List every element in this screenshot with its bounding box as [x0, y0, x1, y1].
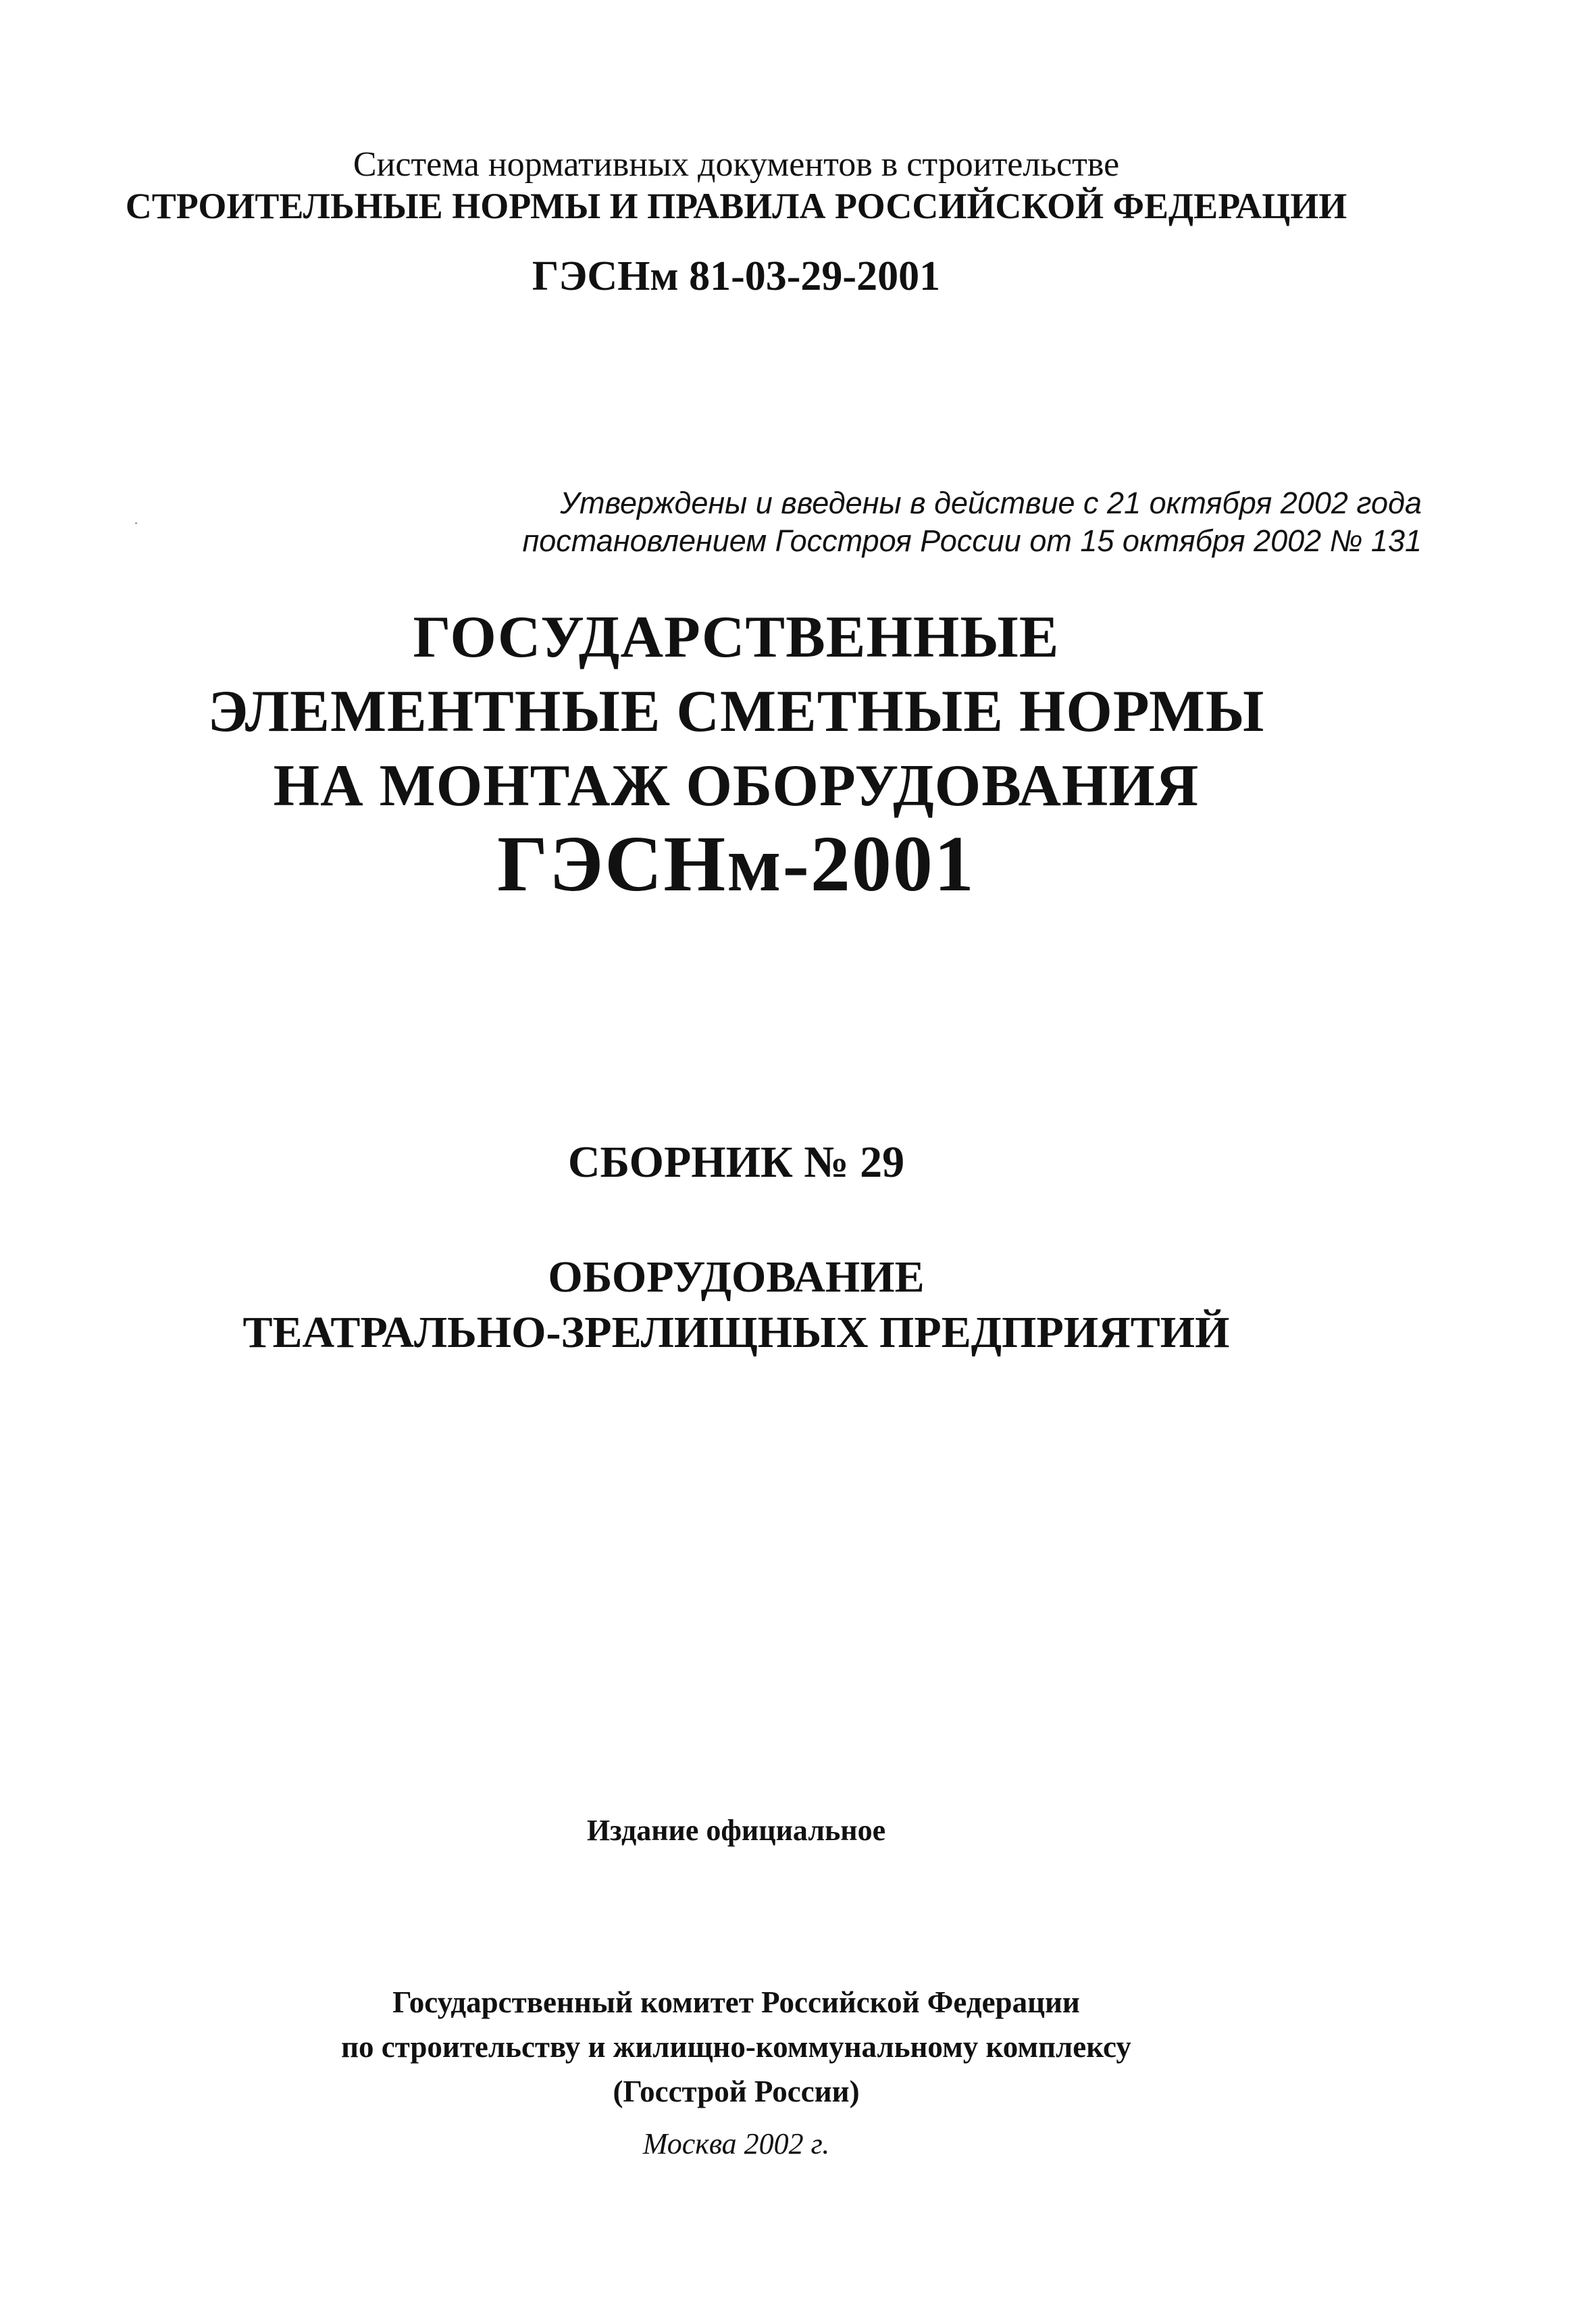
document-series: Система нормативных документов в строительстве — [353, 145, 1120, 184]
scan-speck — [135, 522, 137, 524]
collection-name-line-2: ТЕАТРАЛЬНО-ЗРЕЛИЩНЫХ ПРЕДПРИЯТИЙ — [242, 1308, 1230, 1357]
approval-note-line-1: Утверждены и введены в действие с 21 октября 2002 года — [560, 486, 1422, 520]
approval-note-line-2: постановлением Госстроя России от 15 октября 2002 № 131 — [522, 524, 1422, 558]
collection-name-line-1: ОБОРУДОВАНИЕ — [548, 1252, 925, 1302]
edition-label: Издание официальное — [586, 1814, 886, 1847]
publisher-line-3: (Госстрой России) — [613, 2075, 860, 2108]
rf-norms-heading: СТРОИТЕЛЬНЫЕ НОРМЫ И ПРАВИЛА РОССИЙСКОЙ ФЕДЕРАЦИИ — [125, 186, 1347, 226]
publisher-line-1: Государственный комитет Российской Федерации — [392, 1985, 1080, 2019]
main-title-line-2: ЭЛЕМЕНТНЫЕ СМЕТНЫЕ НОРМЫ — [207, 679, 1265, 744]
document-code: ГЭСНм 81-03-29-2001 — [532, 253, 941, 299]
main-title-line-1: ГОСУДАРСТВЕННЫЕ — [413, 605, 1060, 670]
main-title-code: ГЭСНм-2001 — [497, 819, 975, 908]
collection-number: СБОРНИК № 29 — [567, 1138, 905, 1187]
publisher-line-2: по строительству и жилищно-коммунальному комплексу — [341, 2030, 1131, 2064]
city-year: Москва 2002 г. — [642, 2127, 830, 2160]
main-title-line-3: НА МОНТАЖ ОБОРУДОВАНИЯ — [273, 753, 1200, 819]
